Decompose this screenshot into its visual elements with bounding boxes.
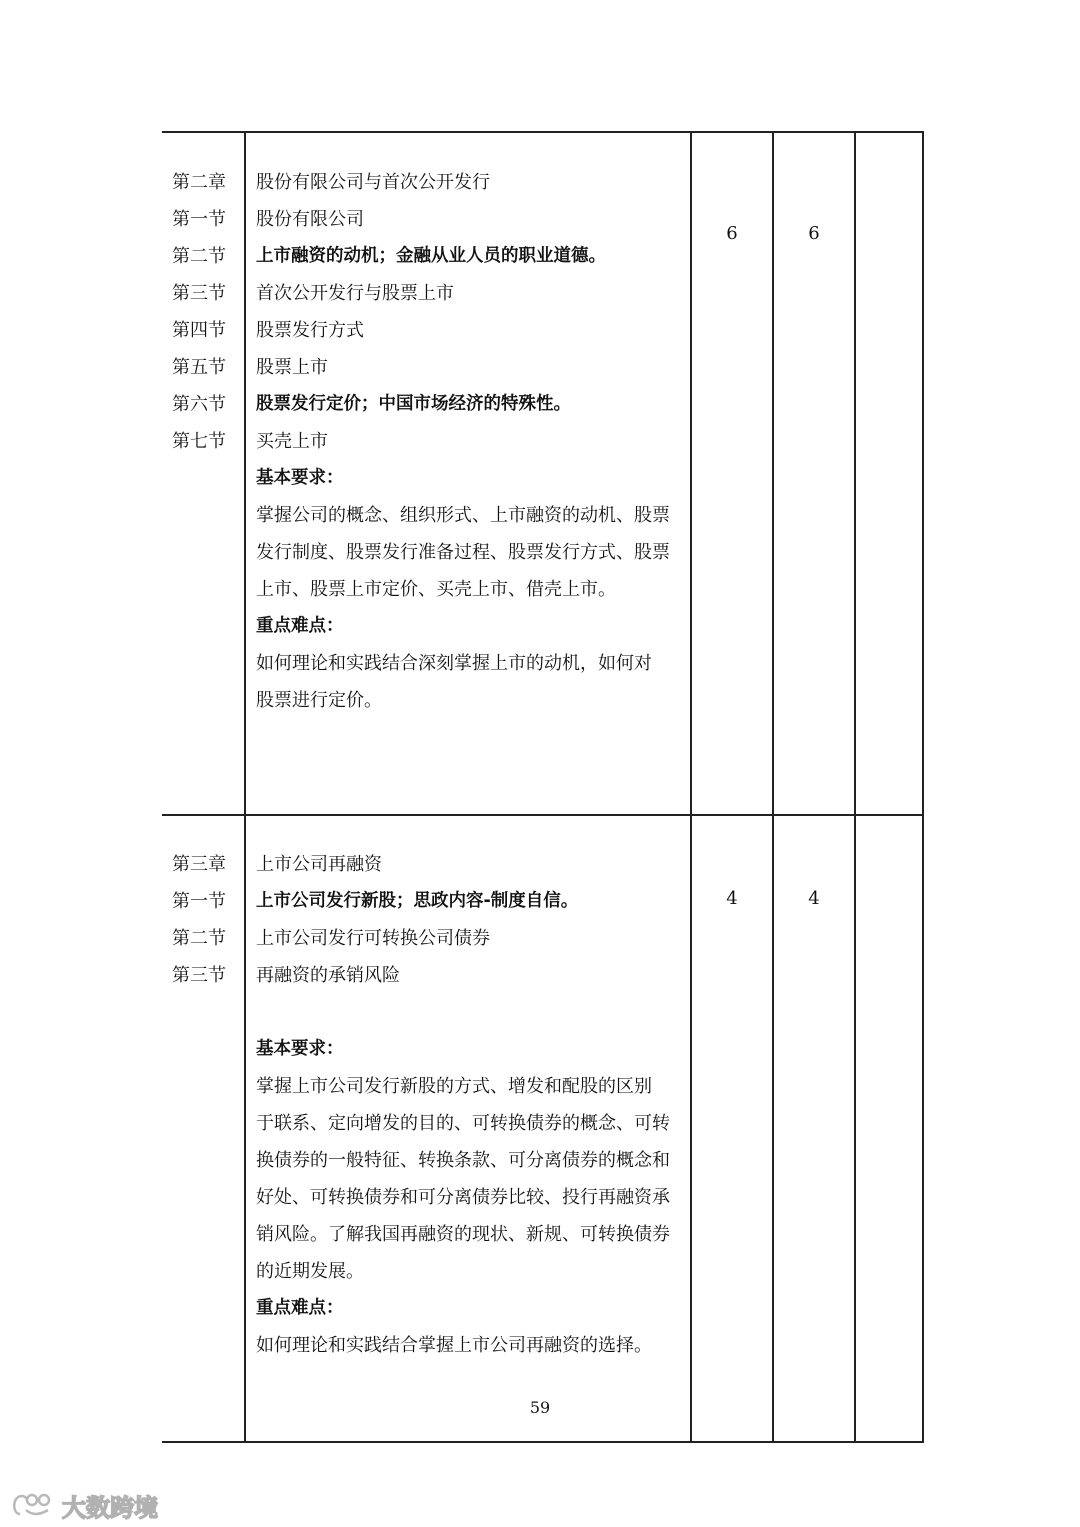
hours-value: 6 <box>808 223 820 244</box>
content-cell <box>245 815 691 1442</box>
section-labels-cell <box>162 132 245 815</box>
content-line: 上市公司发行可转换公司债券 <box>256 928 490 949</box>
page-number: 59 <box>529 1398 551 1417</box>
section-label: 第六节 <box>172 394 226 415</box>
content-line <box>256 994 682 1031</box>
empty-cell <box>855 815 923 1442</box>
content-cell <box>245 132 691 815</box>
section-label: 第五节 <box>172 357 226 378</box>
content-line: 好处、可转换债券和可分离债券比较、投行再融资承 <box>256 1187 670 1208</box>
watermark-text: 大数跨境 <box>62 1493 158 1522</box>
content-line: 股份有限公司 <box>256 209 364 230</box>
chapter-content <box>246 816 690 1364</box>
section-label: 第二章 <box>172 172 226 193</box>
content-line: 股份有限公司与首次公开发行 <box>256 172 490 193</box>
section-labels <box>162 133 244 460</box>
hours-value: 6 <box>726 223 738 244</box>
section-labels-cell <box>162 815 245 1442</box>
hours-value: 4 <box>808 888 820 909</box>
emphasis-line: 重点难点： <box>256 616 344 636</box>
content-line: 股票上市 <box>256 357 328 378</box>
emphasis-line: 上市融资的动机；金融从业人员的职业道德。 <box>256 246 606 266</box>
section-label: 第一节 <box>172 891 226 912</box>
content-line: 销风险。了解我国再融资的现状、新规、可转换债券 <box>256 1224 670 1245</box>
table-row <box>162 132 923 815</box>
content-line: 买壳上市 <box>256 431 328 452</box>
section-label: 第三章 <box>172 854 226 875</box>
content-line: 如何理论和实践结合掌握上市公司再融资的选择。 <box>256 1335 652 1356</box>
emphasis-line: 上市公司发行新股；思政内容-制度自信。 <box>256 891 579 911</box>
section-label: 第一节 <box>172 209 226 230</box>
content-line: 上市公司再融资 <box>256 854 382 875</box>
hours-cell-a <box>691 815 773 1442</box>
emphasis-line: 重点难点： <box>256 1298 344 1318</box>
content-line: 股票进行定价。 <box>256 690 382 711</box>
content-line: 于联系、定向增发的目的、可转换债券的概念、可转 <box>256 1113 670 1134</box>
content-line: 如何理论和实践结合深刻掌握上市的动机，如何对 <box>256 653 652 674</box>
emphasis-line: 股票发行定价；中国市场经济的特殊性。 <box>256 394 571 414</box>
content-line: 股票发行方式 <box>256 320 364 341</box>
content-line: 掌握公司的概念、组织形式、上市融资的动机、股票 <box>256 505 670 526</box>
course-schedule-table <box>162 131 924 1443</box>
content-line: 换债券的一般特征、转换条款、可分离债券的概念和 <box>256 1150 670 1171</box>
content-line: 首次公开发行与股票上市 <box>256 283 454 304</box>
section-label: 第二节 <box>172 928 226 949</box>
section-label: 第三节 <box>172 283 226 304</box>
section-label: 第七节 <box>172 431 226 452</box>
empty-cell <box>855 132 923 815</box>
hours-cell-a <box>691 132 773 815</box>
hours-cell-b <box>773 815 855 1442</box>
watermark <box>10 1488 158 1522</box>
content-line: 发行制度、股票发行准备过程、股票发行方式、股票 <box>256 542 670 563</box>
section-labels <box>162 816 244 994</box>
chapter-content <box>246 133 690 719</box>
logo-icon <box>10 1490 56 1520</box>
table-row <box>162 815 923 1442</box>
section-label: 第三节 <box>172 965 226 986</box>
section-label: 第四节 <box>172 320 226 341</box>
emphasis-line: 基本要求： <box>256 468 344 488</box>
hours-cell-b <box>773 132 855 815</box>
section-label: 第二节 <box>172 246 226 267</box>
hours-value: 4 <box>726 888 738 909</box>
content-line: 再融资的承销风险 <box>256 965 400 986</box>
emphasis-line: 基本要求： <box>256 1039 344 1059</box>
content-line: 上市、股票上市定价、买壳上市、借壳上市。 <box>256 579 616 600</box>
content-line: 的近期发展。 <box>256 1261 364 1282</box>
content-line: 掌握上市公司发行新股的方式、增发和配股的区别 <box>256 1076 652 1097</box>
